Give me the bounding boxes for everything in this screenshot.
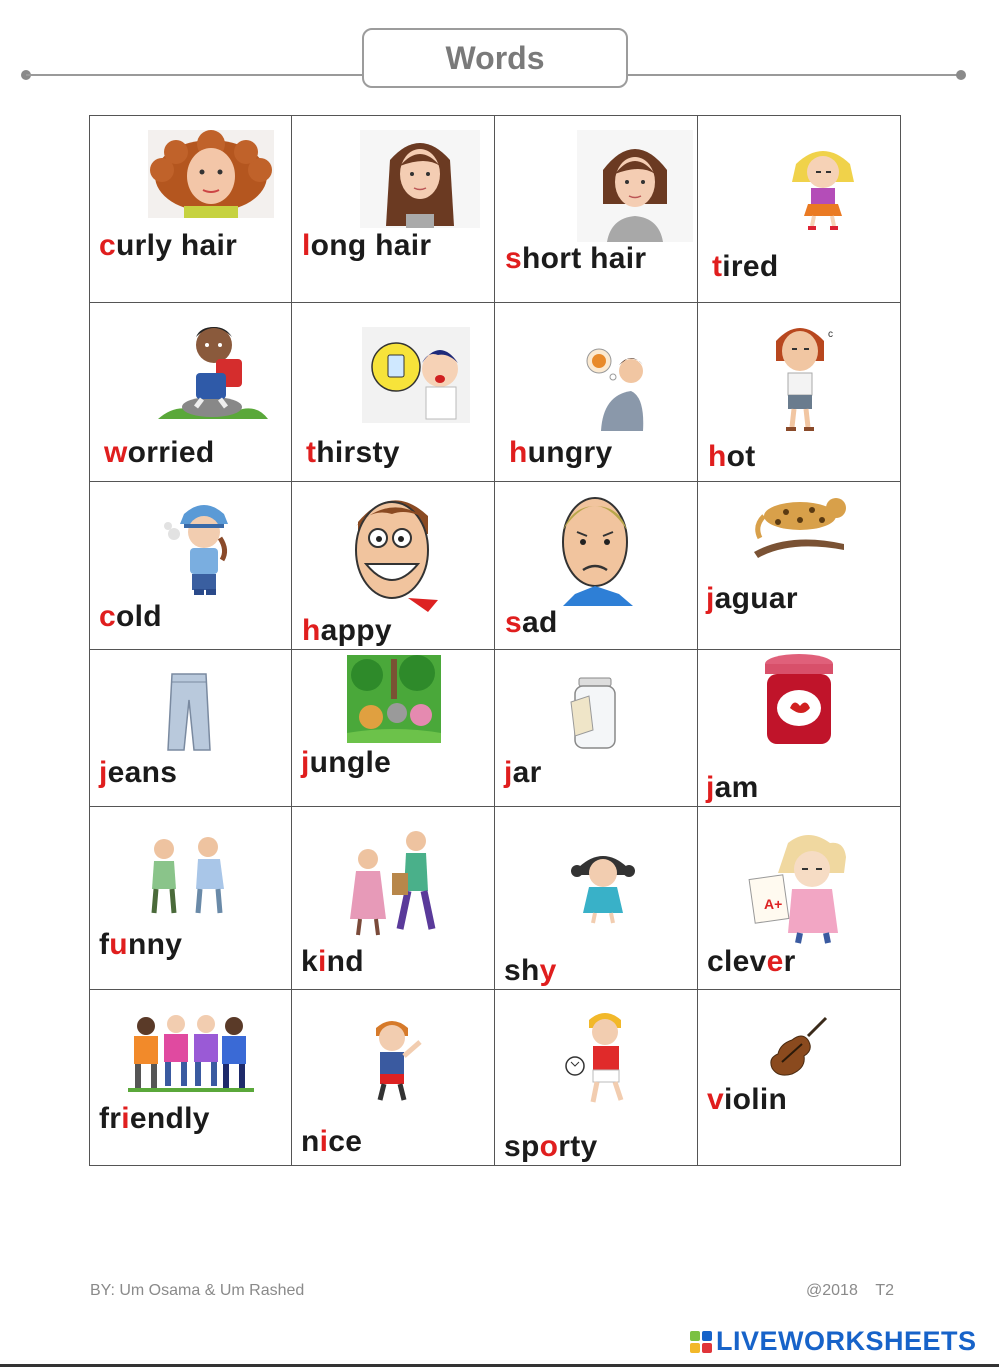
- word-card: [292, 990, 495, 1166]
- liveworksheets-logo-icon: [690, 1331, 712, 1353]
- word-label: worried: [104, 436, 215, 469]
- header-rule-right: [628, 74, 962, 76]
- word-card: [698, 303, 901, 482]
- word-label: jaguar: [706, 582, 798, 615]
- word-label: tired: [712, 250, 779, 283]
- word-label: jeans: [99, 756, 178, 789]
- clever-girl-icon: [748, 833, 852, 945]
- curly-hair-woman-icon: [148, 130, 274, 218]
- word-label: cold: [99, 600, 162, 633]
- svg-text:A+: A+: [764, 896, 783, 912]
- jeans-icon: [164, 670, 214, 752]
- word-card: [292, 482, 495, 650]
- word-label: jam: [706, 771, 759, 804]
- word-card: [292, 116, 495, 303]
- word-card: [495, 807, 698, 990]
- word-card: [698, 650, 901, 807]
- hungry-man-icon: [579, 341, 651, 431]
- brand-name: LIVEWORKSHEETS: [716, 1326, 977, 1356]
- word-card: [292, 650, 495, 807]
- word-card: [90, 807, 292, 990]
- kind-couple-icon: [342, 829, 446, 941]
- word-label: clever: [707, 945, 796, 978]
- friendly-kids-icon: [128, 1012, 254, 1092]
- word-label: short hair: [505, 242, 647, 275]
- word-card: [698, 116, 901, 303]
- word-label: shy: [504, 954, 557, 987]
- hot-girl-icon: [762, 317, 842, 435]
- word-label: curly hair: [99, 229, 238, 262]
- word-card: [90, 482, 292, 650]
- word-card: [698, 990, 901, 1166]
- funny-men-icon: [140, 833, 236, 919]
- thirsty-boy-icon: [362, 327, 470, 423]
- word-card: [90, 650, 292, 807]
- word-label: friendly: [99, 1102, 210, 1135]
- word-label: happy: [302, 614, 392, 647]
- authors-credit: BY: Um Osama & Um Rashed: [90, 1282, 305, 1299]
- word-label: thirsty: [306, 436, 400, 469]
- tired-girl-icon: [780, 142, 866, 230]
- word-label: jungle: [301, 746, 392, 779]
- word-card: [292, 807, 495, 990]
- word-card: [495, 116, 698, 303]
- header-rule-left: [26, 74, 362, 76]
- svg-text:c: c: [828, 329, 833, 340]
- word-label: long hair: [302, 229, 432, 262]
- word-card: [495, 990, 698, 1166]
- rule-endpoint-right: [956, 70, 966, 80]
- word-card: [90, 990, 292, 1166]
- nice-boy-icon: [362, 1016, 426, 1102]
- word-label: sad: [505, 606, 558, 639]
- long-hair-girl-icon: [360, 130, 480, 228]
- sad-face-icon: [555, 486, 639, 606]
- word-card: [495, 482, 698, 650]
- liveworksheets-logo[interactable]: [690, 1326, 977, 1357]
- cold-child-icon: [164, 498, 244, 602]
- word-label: nice: [301, 1125, 363, 1158]
- word-label: violin: [707, 1083, 788, 1116]
- shy-girl-icon: [571, 851, 635, 927]
- word-card: [292, 303, 495, 482]
- word-card: [495, 303, 698, 482]
- word-card: [698, 807, 901, 990]
- word-label: hungry: [509, 436, 613, 469]
- word-card: [90, 303, 292, 482]
- word-label: hot: [708, 440, 756, 473]
- word-label: jar: [504, 756, 542, 789]
- worried-boy-icon: [156, 319, 270, 423]
- word-card: [90, 116, 292, 303]
- word-card: [698, 482, 901, 650]
- jungle-icon: [347, 655, 441, 743]
- year-code: @2018 T2: [806, 1282, 894, 1299]
- short-hair-girl-icon: [577, 130, 693, 242]
- happy-face-icon: [348, 486, 438, 612]
- jaguar-icon: [750, 486, 848, 558]
- page-title: Words: [362, 28, 628, 88]
- jam-jar-icon: [762, 652, 836, 746]
- word-card: [495, 650, 698, 807]
- violin-icon: [768, 1014, 830, 1080]
- sporty-boy-icon: [565, 1010, 635, 1106]
- jar-icon: [567, 676, 625, 752]
- word-label: sporty: [504, 1130, 598, 1163]
- word-label: funny: [99, 928, 183, 961]
- vocabulary-grid: [89, 115, 901, 1166]
- word-label: kind: [301, 945, 364, 978]
